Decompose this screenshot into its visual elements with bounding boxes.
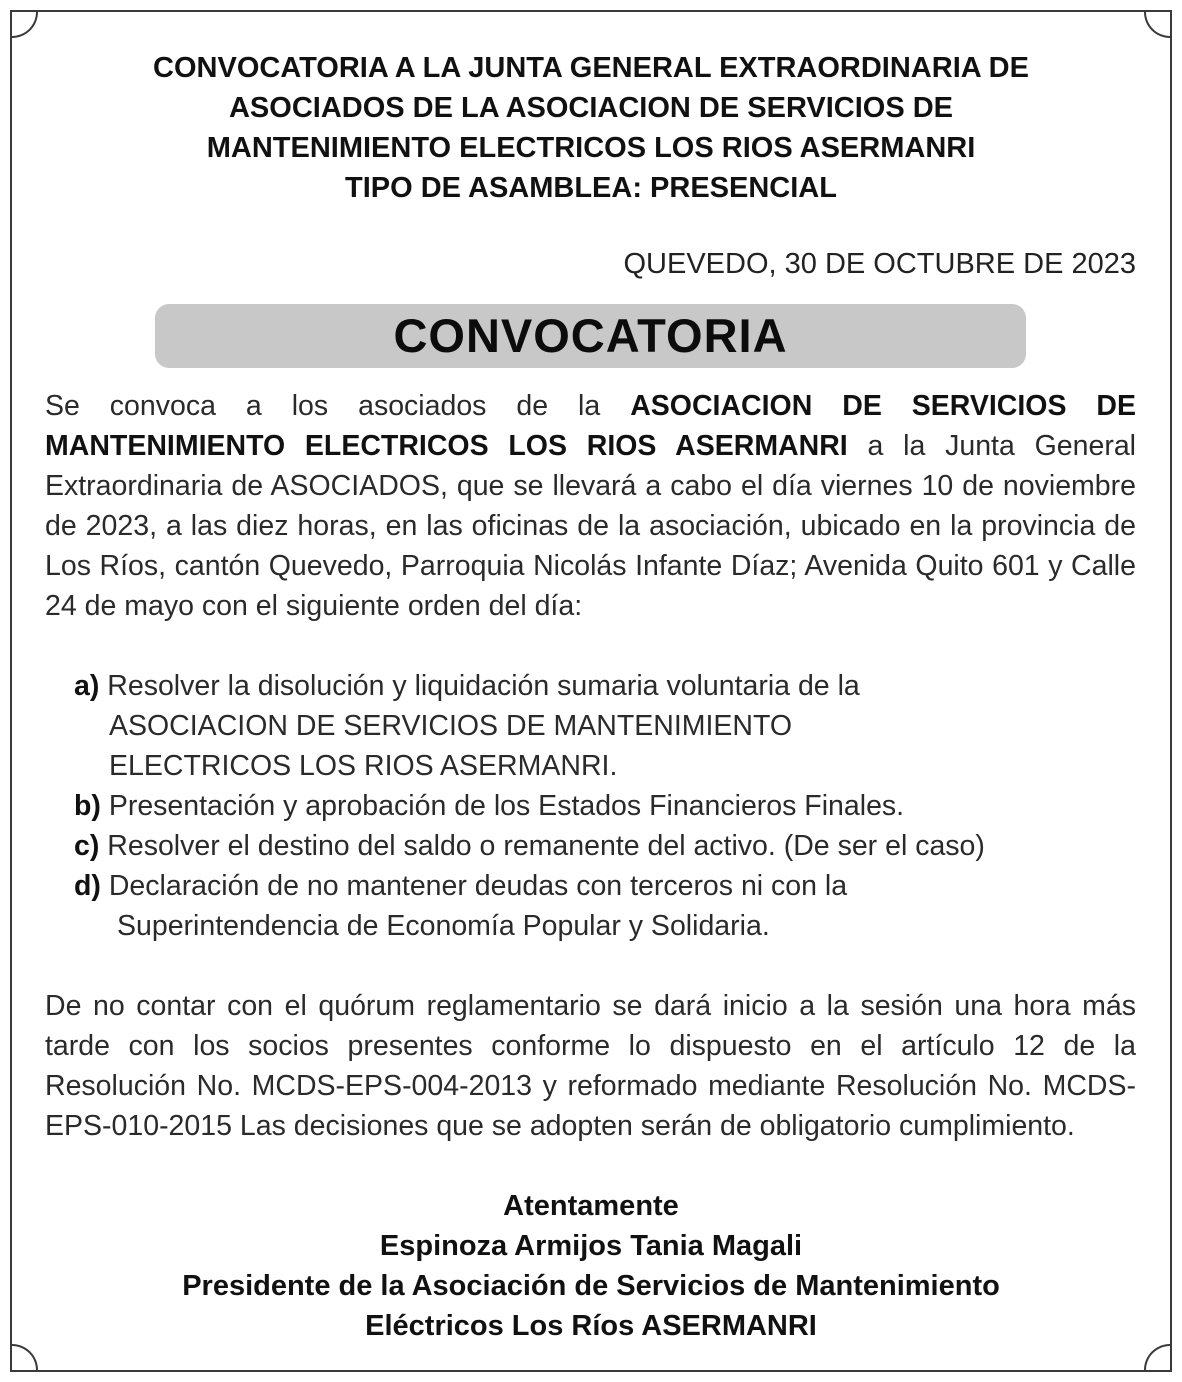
intro-lead: Se convoca a los asociados de la <box>45 390 631 422</box>
signature-name: Espinoza Armijos Tania Magali <box>379 1230 803 1262</box>
title-line: TIPO DE ASAMBLEA: PRESENCIAL <box>345 172 837 204</box>
agenda-item <box>74 826 1134 866</box>
agenda-item <box>74 666 1134 786</box>
agenda-item-text: Declaración de no mantener deudas con terceros ni con la <box>108 870 848 902</box>
border-corner-bottom-right <box>1144 1344 1170 1370</box>
signature-role: Eléctricos Los Ríos ASERMANRI <box>365 1310 817 1342</box>
agenda-item-label: d) <box>74 870 101 902</box>
border-corner-top-left <box>12 12 38 38</box>
intro-org-name: ASOCIACION DE SERVICIOS DE MANTENIMIENTO ELECTRICOS LOS RIOS ASERMANRI <box>45 390 1137 462</box>
title-line: ASOCIADOS DE LA ASOCIACION DE SERVICIOS DE <box>228 92 954 124</box>
title-line: CONVOCATORIA A LA JUNTA GENERAL EXTRAORDINARIA DE <box>153 52 1029 84</box>
agenda-item-text: Resolver la disolución y liquidación sumaria voluntaria de la <box>107 670 860 702</box>
agenda-item-continuation: ELECTRICOS LOS RIOS ASERMANRI. <box>109 750 618 782</box>
agenda-item-label: b) <box>74 790 101 822</box>
document-date: QUEVEDO, 30 DE OCTUBRE DE 2023 <box>623 248 1136 280</box>
intro-rest: a la Junta General Extraordinaria de ASOCIADOS, que se llevará a cabo el día viernes 10 de noviembre de 2023, a las diez horas, en las oficinas de la asociación, ubicado en la provincia de Los Ríos, cantón Quevedo, Parroquia Nicolás Infante Díaz; Avenida Quito 601 y Calle 24 de mayo con el siguiente orden del día: <box>45 430 1136 622</box>
agenda-item-continuation: ASOCIACION DE SERVICIOS DE MANTENIMIENTO <box>109 710 793 742</box>
agenda-item <box>74 786 1134 826</box>
agenda-item-label: a) <box>74 670 100 702</box>
quorum-paragraph: De no contar con el quórum reglamentario se dará inicio a la sesión una hora más tarde con los socios presentes conforme lo dispuesto en el artículo 12 de la Resolución No. MCDS-EPS-004-2013 y reformado mediante Resolución No. MCDS-EPS-010-2015 Las decisiones que se adopten serán de obligatorio cumplimiento. <box>45 990 1136 1142</box>
intro-paragraph <box>45 386 1136 626</box>
agenda-item-text: Resolver el destino del saldo o remanente del activo. (De ser el caso) <box>107 830 985 862</box>
border-corner-bottom-left <box>12 1344 38 1370</box>
signature-block <box>40 1186 1142 1346</box>
signature-closing: Atentamente <box>503 1190 679 1222</box>
border-corner-top-right <box>1144 12 1170 38</box>
convocatoria-banner: CONVOCATORIA <box>155 304 1026 368</box>
document-title <box>40 48 1142 208</box>
agenda-item <box>74 866 1134 946</box>
agenda-item-text: Presentación y aprobación de los Estados Financieros Finales. <box>108 790 905 822</box>
agenda-item-continuation: Superintendencia de Economía Popular y Solidaria. <box>117 910 770 942</box>
agenda-item-label: c) <box>74 830 100 862</box>
signature-role: Presidente de la Asociación de Servicios de Mantenimiento <box>182 1270 1000 1302</box>
title-line: MANTENIMIENTO ELECTRICOS LOS RIOS ASERMANRI <box>206 132 976 164</box>
agenda-list <box>74 666 1134 946</box>
